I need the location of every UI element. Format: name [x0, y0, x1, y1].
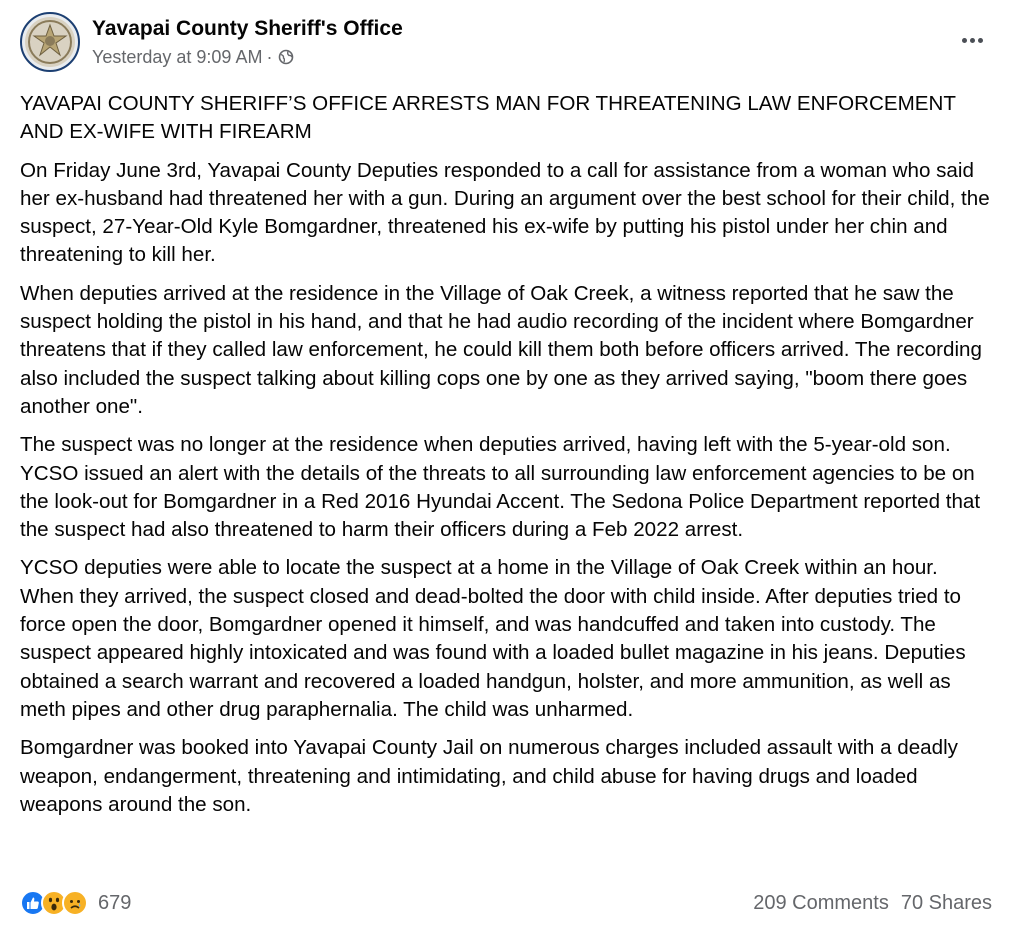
post-paragraph: Bomgardner was booked into Yavapai County Jail on numerous charges included assault with a deadly weapon, endangerment, threatening and intimidating, and child abuse for having drugs and loaded weapons around the son. — [20, 736, 958, 816]
dot-icon — [970, 38, 975, 43]
more-options-button[interactable] — [954, 26, 990, 54]
post-header — [20, 12, 403, 72]
reaction-count: 679 — [98, 891, 132, 914]
meta-separator: · — [266, 46, 273, 67]
post-meta — [92, 45, 403, 69]
post-paragraph: YCSO deputies were able to locate the suspect at a home in the Village of Oak Creek within an hour. When they arrived, the suspect closed and dead-bolted the door with child inside. After deputies tried to force open the door, Bomgardner opened it himself, and was handcuffed and taken into custody. The suspect appeared highly intoxicated and was found with a loaded bullet magazine in his jeans. Deputies obtained a search warrant and recovered a loaded handgun, holster, and more ammunition, as well as meth pipes and other drug paraphernalia. The child was unharmed. — [20, 556, 966, 721]
page-name[interactable]: Yavapai County Sheriff's Office — [92, 16, 403, 40]
post-timestamp[interactable]: Yesterday at 9:09 AM — [92, 46, 263, 67]
post-headline: YAVAPAI COUNTY SHERIFF’S OFFICE ARRESTS MAN FOR THREATENING LAW ENFORCEMENT AND EX-WIFE WITH FIREARM — [20, 92, 956, 144]
post-paragraph: On Friday June 3rd, Yavapai County Deputies responded to a call for assistance from a woman who said her ex-husband had threatened her with a gun. During an argument over the best school for their child, the suspect, 27-Year-Old Kyle Bomgardner, threatened his ex-wife by putting his pistol under her chin and threatening to kill her. — [20, 158, 990, 267]
dot-icon — [962, 38, 967, 43]
post-paragraph: The suspect was no longer at the residence when deputies arrived, having left with the 5-year-old son. YCSO issued an alert with the details of the threats to all surrounding law enforcement agencies to be on the look-out for Bomgardner in a Red 2016 Hyundai Accent. The Sedona Police Department reported that the suspect had also threatened to harm their officers during a Feb 2022 arrest. — [20, 433, 981, 542]
reactions-summary[interactable] — [20, 890, 131, 916]
post-content — [20, 90, 995, 829]
comments-count-link[interactable]: 209 Comments — [753, 891, 889, 914]
engagement-counts — [753, 892, 992, 915]
page-avatar[interactable] — [20, 12, 80, 72]
sad-icon — [62, 890, 88, 916]
post-footer — [20, 885, 992, 921]
dot-icon — [978, 38, 983, 43]
shares-count-link[interactable]: 70 Shares — [900, 891, 992, 914]
globe-icon[interactable] — [278, 49, 294, 65]
sheriff-badge-logo — [24, 16, 76, 68]
post-paragraph: When deputies arrived at the residence in the Village of Oak Creek, a witness reported that he saw the suspect holding the pistol in his hand, and that he had audio recording of the incident where Bomgardner threatens that if they called law enforcement, he could kill them both before officers arrived. The recording also included the suspect talking about killing cops one by one as they arrived saying, "boom there goes another one". — [20, 281, 982, 418]
